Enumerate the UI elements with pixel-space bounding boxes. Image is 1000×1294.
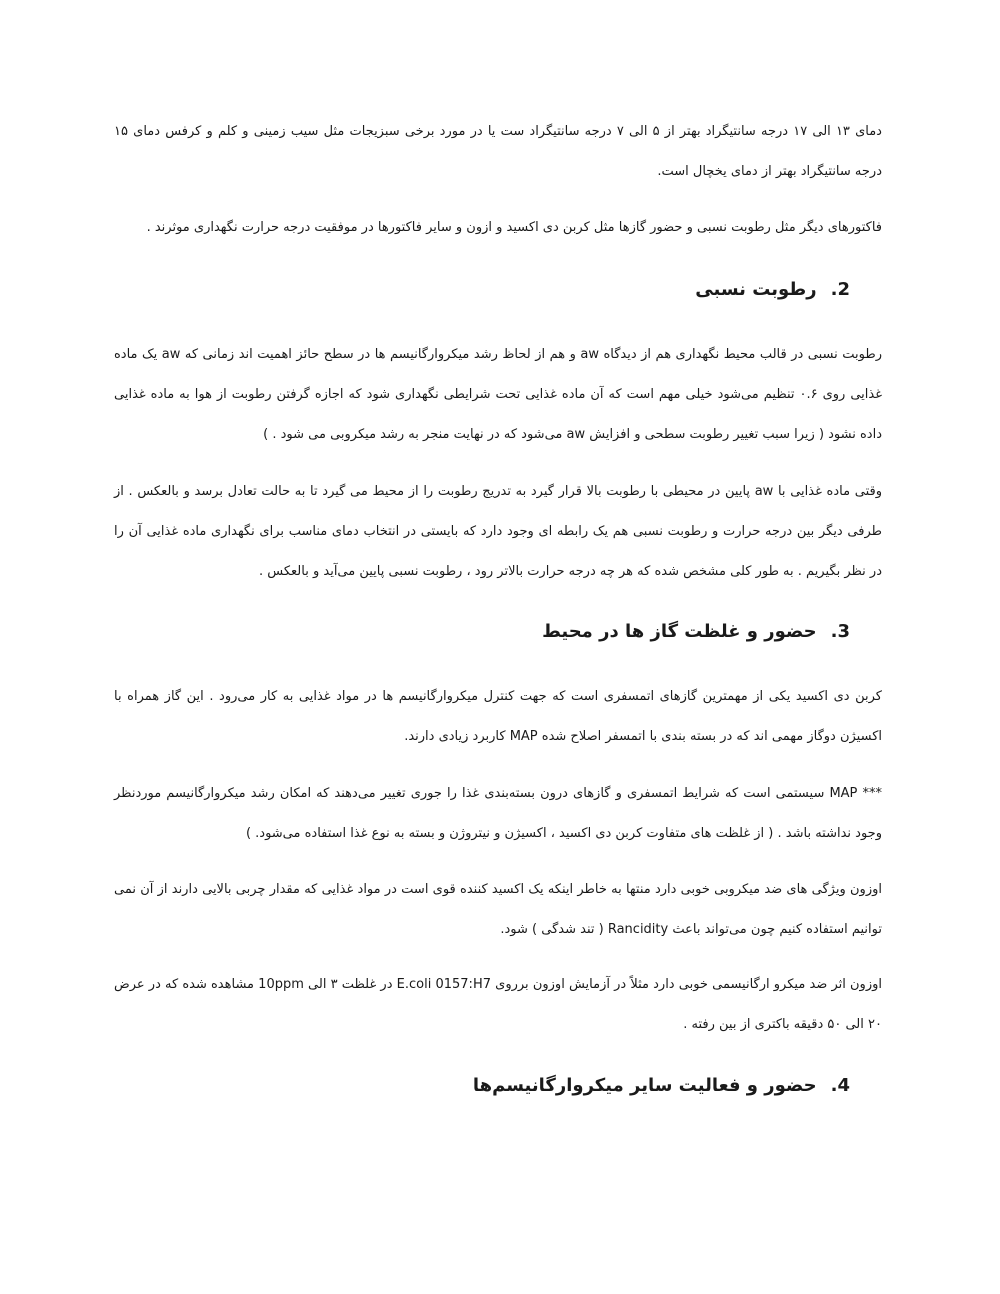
section-heading-gases [542, 617, 850, 647]
paragraph-relative-humidity-aw: رطوبت نسبی در قالب محیط نگهداری هم از دیدگاه aw و هم از لحاظ رشد میکروارگانیسم ها در سطح حائز اهمیت اند زمانی که aw یک ماده غذایی روی ۰.۶ تنظیم می‌شود خیلی مهم است که آن ماده غذایی تحت شرایطی نگهداری شود که اجازه گرفتن رطوبت از هوا به ماده غذایی داده نشود ( زیرا سبب تغییر رطوبت سطحی و افزایش aw می‌شود که در نهایت منجر به رشد میکروبی می شود . ) [114, 347, 883, 442]
paragraph-temperature-range: دمای ۱۳ الی ۱۷ درجه سانتیگراد بهتر از ۵ الی ۷ درجه سانتیگراد ست یا در مورد برخی سبزیجات مثل سیب زمینی و کلم و کرفس دمای ۱۵ درجه سانتیگراد بهتر از دمای یخچال است. [114, 124, 882, 179]
paragraph-ozone-ecoli: اوزون اثر ضد میکرو ارگانیسمی خوبی دارد مثلاً در آزمایش اوزون برروی E.coli 0157:H7 در غلظت ۳ الی 10ppm مشاهده شده که در عرض ۲۰ الی ۵۰ دقیقه باکتری از بین رفته . [114, 977, 883, 1032]
section-title: حضور و فعالیت سایر میکروارگانیسم‌ها [472, 1075, 817, 1096]
section-title: رطوبت نسبی [695, 279, 817, 300]
section-number: 4. [830, 1075, 850, 1096]
section-number: 2. [830, 279, 850, 300]
section-heading-other-microorganisms [473, 1071, 850, 1101]
paragraph-carbon-dioxide: کربن دی اکسید یکی از مهمترین گازهای اتمسفری است که جهت کنترل میکروارگانیسم ها در مواد غذایی به کار می‌رود . این گاز همراه با اکسیژن دوگاز مهمی اند که در بسته بندی با اتمسفر اصلاح شده MAP کاربرد زیادی دارند. [114, 689, 882, 744]
paragraph-other-factors: فاکتورهای دیگر مثل رطوبت نسبی و حضور گازها مثل کربن دی اکسید و ازون و سایر فاکتورها در موفقیت درجه حرارت نگهداری موثرند . [146, 220, 882, 235]
paragraph-ozone-rancidity: اوزون ویژگی های ضد میکروبی خوبی دارد منتها به خاطر اینکه یک اکسید کننده قوی است در مواد غذایی که مقدار چربی بالایی دارند از آن نمی توانیم استفاده کنیم چون می‌تواند باعث Rancidity ( تند شدگی ) شود. [114, 882, 882, 937]
paragraph-humidity-equilibrium: وقتی ماده غذایی با aw پایین در محیطی با رطوبت بالا قرار گیرد به تدریج رطوبت را از محیط می گیرد تا به حالت تعادل برسد و بالعکس . از طرفی دیگر بین درجه حرارت و رطوبت نسبی هم یک رابطه ای وجود دارد که بایستی در انتخاب دمای مناسب برای نگهداری ماده غذایی آن را در نظر بگیریم . به طور کلی مشخص شده که هر چه درجه حرارت بالاتر رود ، رطوبت نسبی پایین می‌آید و بالعکس . [114, 484, 882, 579]
section-title: حضور و غلظت گاز ها در محیط [542, 621, 817, 642]
section-heading-relative-humidity [695, 275, 850, 305]
section-number: 3. [830, 621, 850, 642]
paragraph-map-definition: *** MAP سیستمی است که شرایط اتمسفری و گازهای درون بسته‌بندی غذا را جوری تغییر می‌دهند که امکان رشد میکروارگانیسم موردنظر وجود نداشته باشد . ( از غلظت های متفاوت کربن دی اکسید ، اکسیژن و نیتروژن و بسته به نوع غذا استفاده می‌شود. ) [114, 786, 882, 841]
